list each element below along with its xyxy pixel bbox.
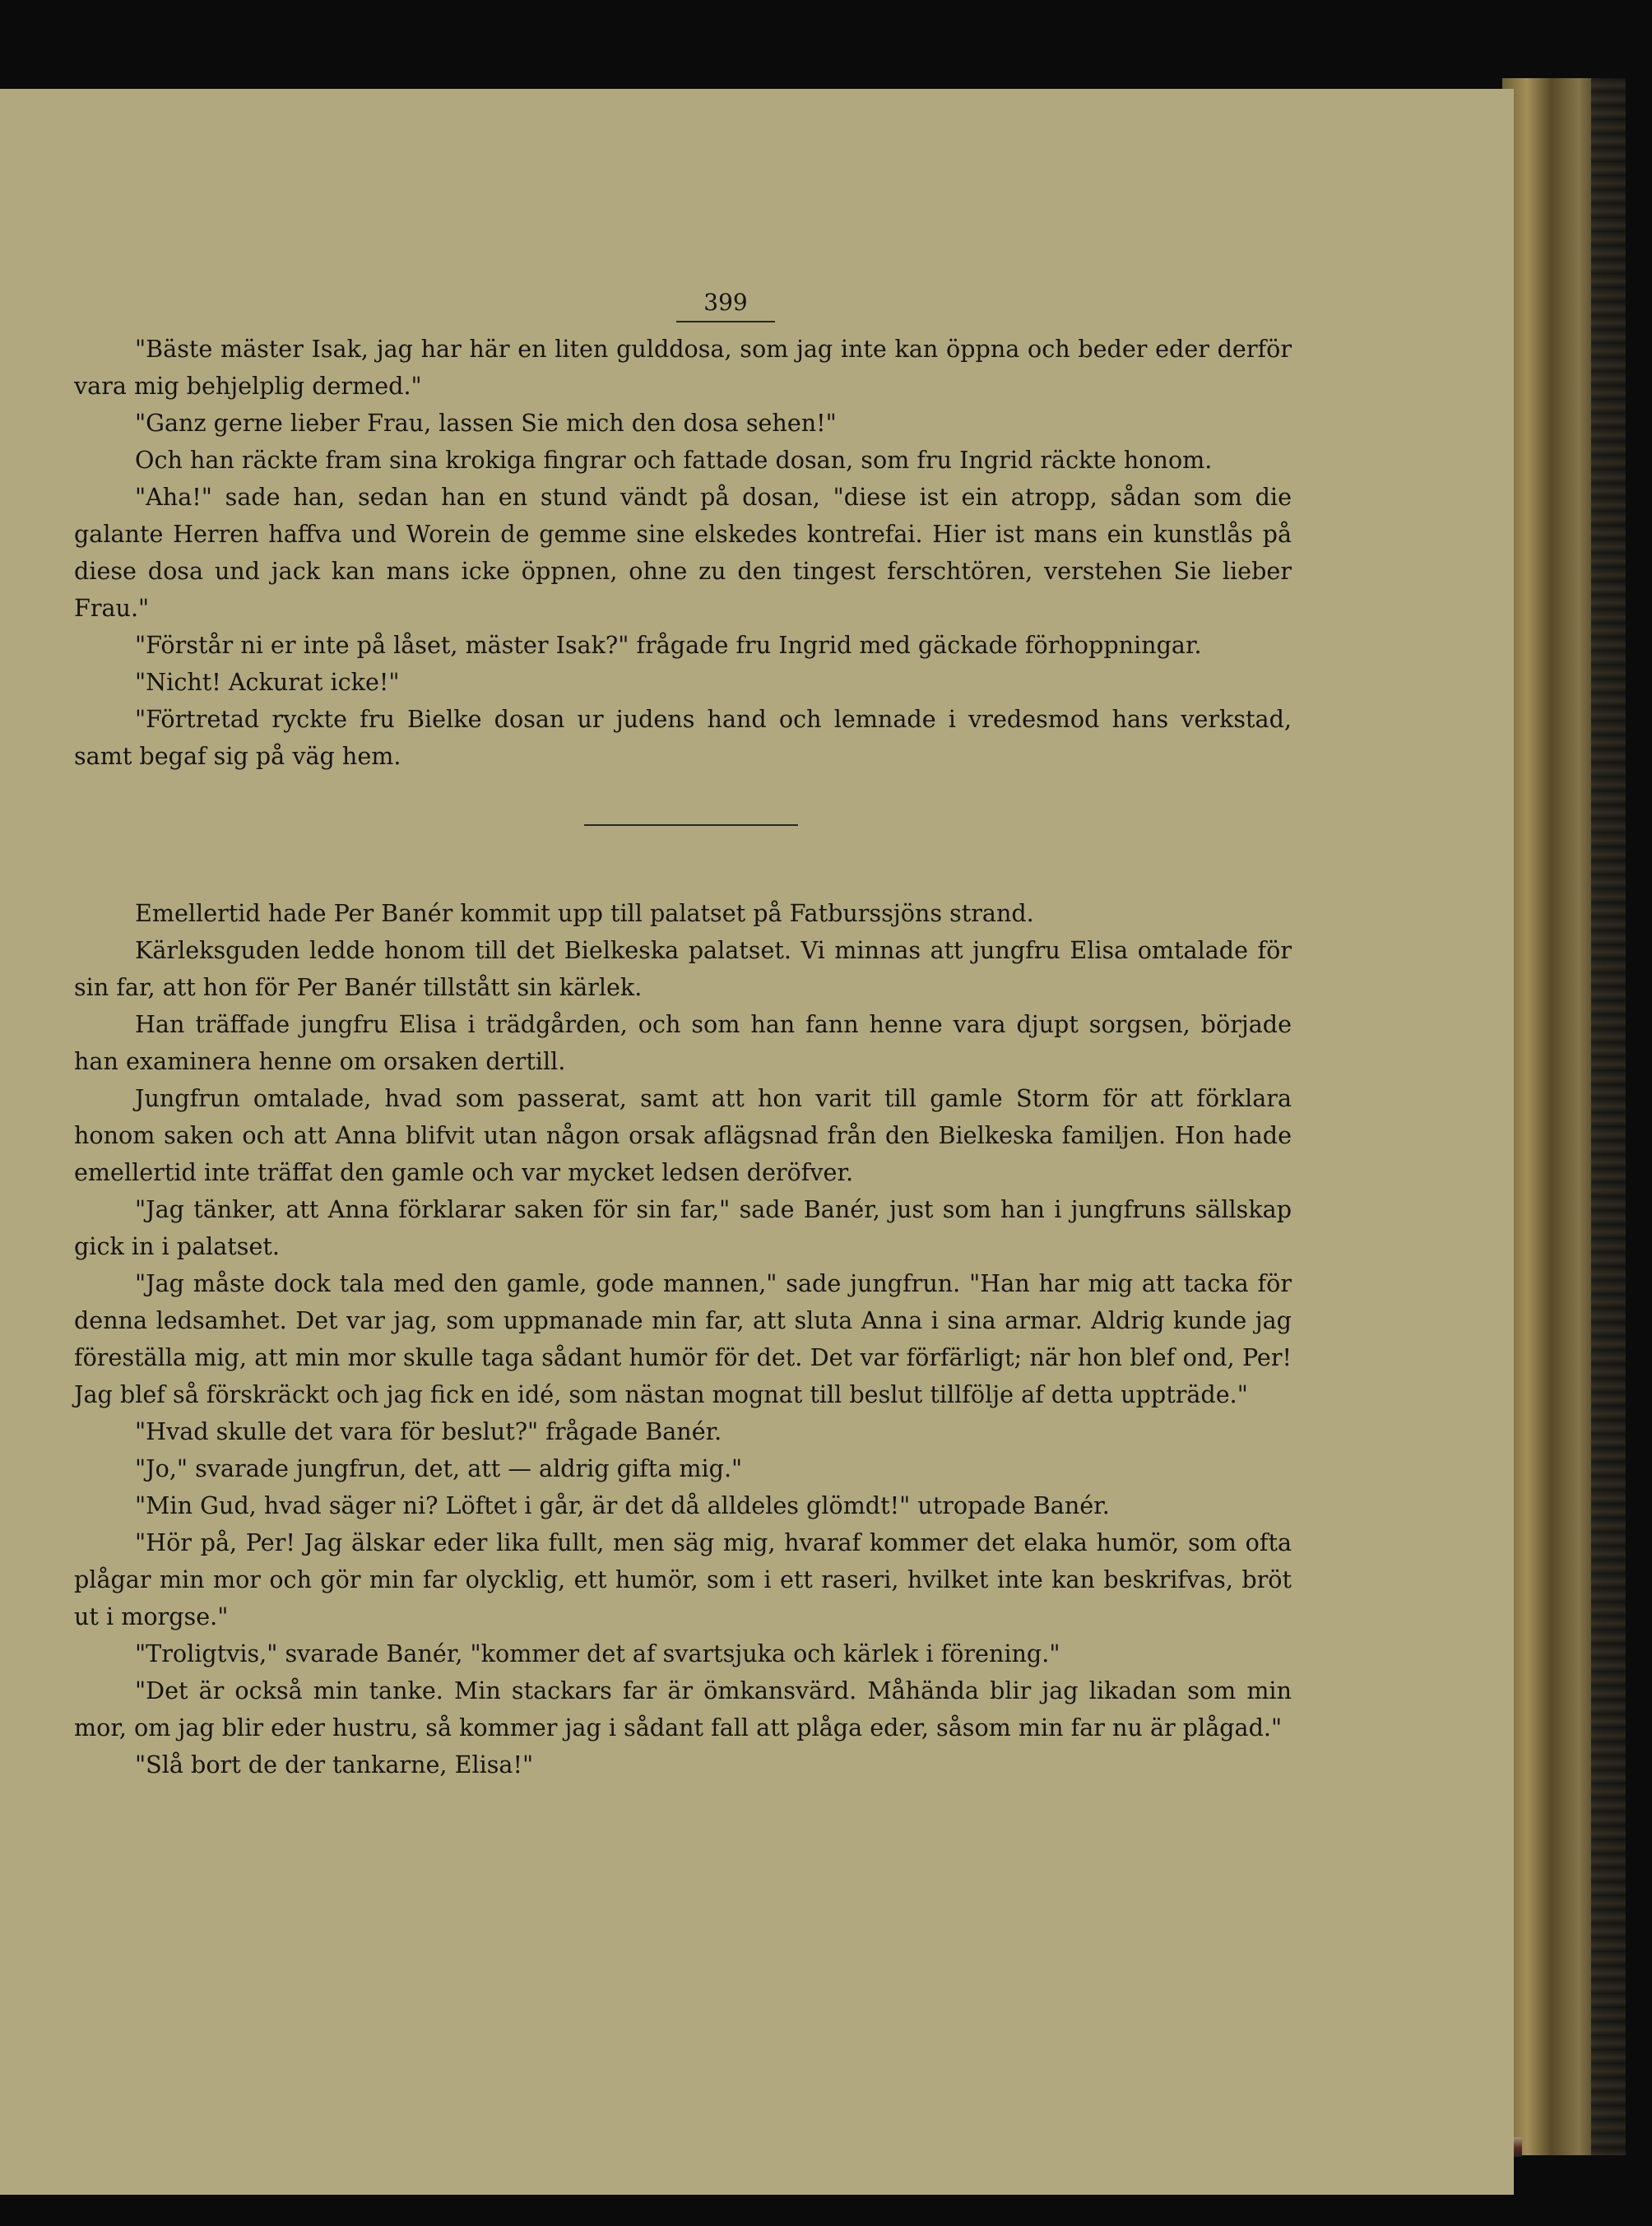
paragraph: "Ganz gerne lieber Frau, lassen Sie mich den dosa sehen!": [135, 409, 837, 437]
section-1: [74, 331, 1292, 775]
paragraph: Kärleksguden ledde honom till det Bielkeska palatset. Vi minnas att jungfru Elisa omtalade för sin far, att hon för Per Banér tillstått sin kärlek.: [74, 936, 1292, 1001]
paragraph: "Jag måste dock tala med den gamle, gode mannen," sade jungfrun. "Han har mig att tacka för denna ledsamhet. Det var jag, som uppmanade min far, att sluta Anna i sina armar. Aldrig kunde jag föreställa mig, att min mor skulle taga sådant humör för det. Det var förfärligt; när hon blef ond, Per! Jag blef så förskräckt och jag fick en idé, som nästan mognat till beslut tillfölje af detta uppträde.": [74, 1269, 1292, 1408]
paragraph: "Jag tänker, att Anna förklarar saken för sin far," sade Banér, just som han i jungfruns sällskap gick in i palatset.: [74, 1195, 1292, 1260]
book-fore-edge: [1502, 78, 1626, 2155]
section-divider: [584, 824, 798, 826]
paragraph: "Förstår ni er inte på låset, mäster Isak?" frågade fru Ingrid med gäckade förhoppningar.: [135, 631, 1202, 659]
book-page: [0, 89, 1514, 2195]
page-text: [74, 286, 1292, 1783]
paragraph: "Nicht! Ackurat icke!": [135, 668, 400, 696]
paragraph: "Min Gud, hvad säger ni? Löftet i går, är det då alldeles glömdt!" utropade Banér.: [135, 1491, 1110, 1519]
paragraph: "Slå bort de der tankarne, Elisa!": [135, 1751, 534, 1778]
page-number: 399: [676, 286, 775, 322]
paragraph: Jungfrun omtalade, hvad som passerat, samt att hon varit till gamle Storm för att förklara honom saken och att Anna blifvit utan någon orsak aflägsnad från den Bielkeska familjen. Hon hade emellertid inte träffat den gamle och var mycket ledsen deröfver.: [74, 1084, 1292, 1186]
paragraph: "Förtretad ryckte fru Bielke dosan ur judens hand och lemnade i vredesmod hans verkstad, samt begaf sig på väg hem.: [74, 705, 1292, 770]
paragraph: "Bäste mäster Isak, jag har här en liten gulddosa, som jag inte kan öppna och beder eder derför vara mig behjelplig dermed.": [74, 335, 1292, 400]
section-2: [74, 895, 1292, 1783]
paragraph: Emellertid hade Per Banér kommit upp till palatset på Fatburssjöns strand.: [135, 899, 1034, 927]
paragraph: Han träffade jungfru Elisa i trädgården, och som han fann henne vara djupt sorgsen, började han examinera henne om orsaken dertill.: [74, 1010, 1292, 1075]
paragraph: "Det är också min tanke. Min stackars far är ömkansvärd. Måhända blir jag likadan som min mor, om jag blir eder hustru, så kommer jag i sådant fall att plåga eder, såsom min far nu är plågad.": [74, 1676, 1292, 1741]
paragraph: "Aha!" sade han, sedan han en stund vändt på dosan, "diese ist ein atropp, sådan som die galante Herren haffva und Worein de gemme sine elskedes kontrefai. Hier ist mans ein kunstlås på diese dosa und jack kan mans icke öppnen, ohne zu den tingest ferschtören, verstehen Sie lieber Frau.": [74, 483, 1292, 622]
paragraph: "Hör på, Per! Jag älskar eder lika fullt, men säg mig, hvaraf kommer det elaka humör, som ofta plågar min mor och gör min far olycklig, ett humör, som i ett raseri, hvilket inte kan beskrifvas, bröt ut i morgse.": [74, 1528, 1292, 1630]
paragraph: Och han räckte fram sina krokiga fingrar och fattade dosan, som fru Ingrid räckte honom.: [135, 446, 1213, 474]
paragraph: "Jo," svarade jungfrun, det, att — aldrig gifta mig.": [135, 1454, 743, 1482]
paragraph: "Hvad skulle det vara för beslut?" frågade Banér.: [135, 1417, 722, 1445]
paragraph: "Troligtvis," svarade Banér, "kommer det af svartsjuka och kärlek i förening.": [135, 1639, 1060, 1667]
